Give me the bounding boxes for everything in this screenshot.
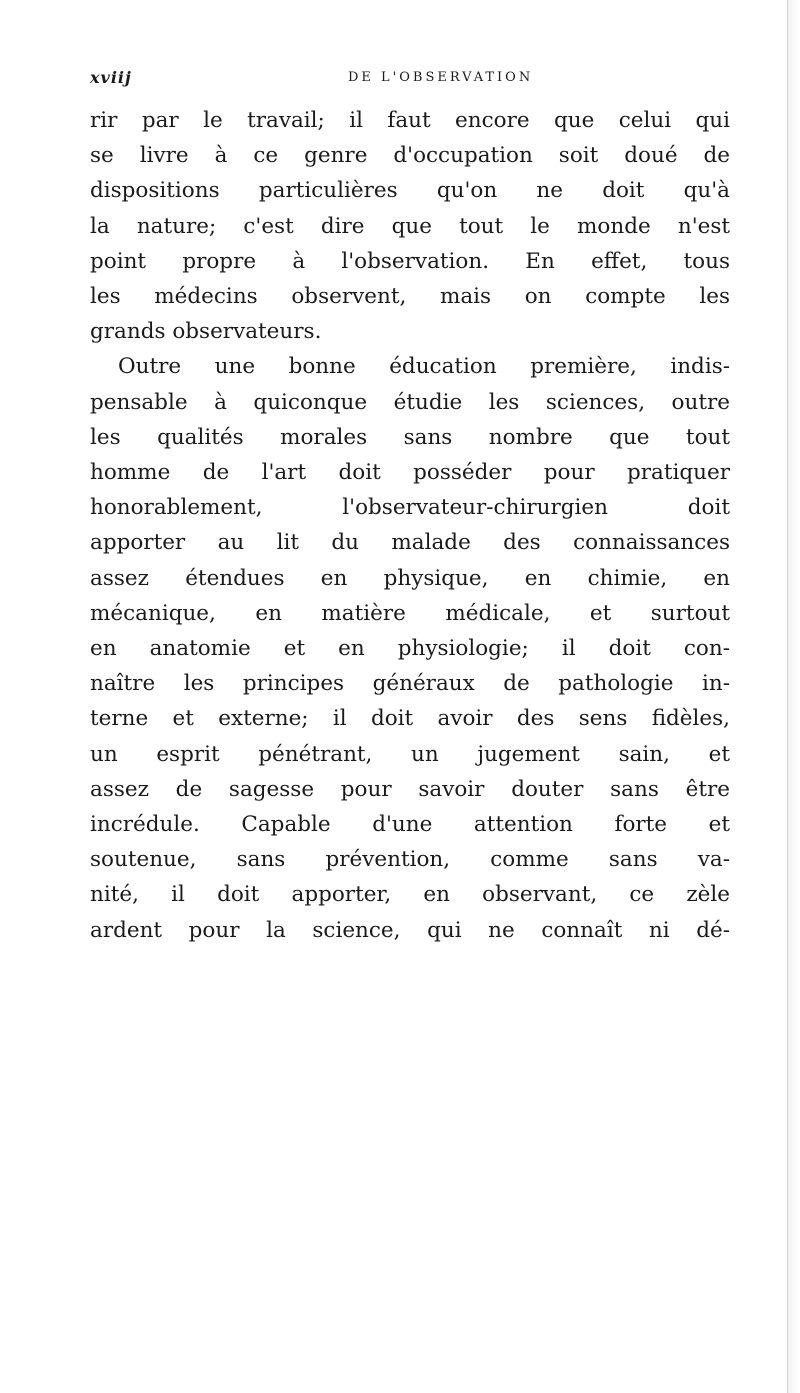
text-line: apporter au lit du malade des connaissances	[90, 530, 730, 556]
text-line: incrédule. Capable d'une attention forte et	[90, 812, 730, 838]
text-line: assez de sagesse pour savoir douter sans être	[90, 776, 730, 802]
text-line: pensable à quiconque étudie les sciences, outre	[90, 389, 730, 415]
page-edge	[787, 0, 800, 1393]
text-line: honorablement, l'observateur-chirurgien doit	[90, 495, 730, 521]
text-line: point propre à l'observation. En effet, tous	[90, 248, 730, 274]
text-line: les médecins observent, mais on compte les	[90, 284, 730, 310]
text-line: nité, il doit apporter, en observant, ce zèle	[90, 882, 730, 908]
text-line: se livre à ce genre d'occupation soit doué de	[90, 143, 730, 169]
text-line: rir par le travail; il faut encore que celui qui	[90, 108, 730, 133]
text-line: homme de l'art doit posséder pour pratiquer	[90, 460, 730, 486]
text-line: dispositions particulières qu'on ne doit qu'à	[90, 178, 730, 204]
text-line: naître les principes généraux de pathologie in-	[90, 671, 730, 697]
text-line: mécanique, en matière médicale, et surtout	[90, 600, 730, 626]
page-number: xviij	[90, 68, 132, 87]
text-line: les qualités morales sans nombre que tout	[90, 424, 730, 450]
text-line: un esprit pénétrant, un jugement sain, et	[90, 741, 730, 767]
text-line: Outre une bonne éducation première, indis-	[118, 354, 730, 380]
body-text	[90, 103, 730, 948]
text-line: soutenue, sans prévention, comme sans va-	[90, 847, 730, 873]
text-line: terne et externe; il doit avoir des sens fidèles,	[90, 706, 730, 732]
text-line: en anatomie et en physiologie; il doit con-	[90, 636, 730, 662]
running-head: DE L'OBSERVATION	[348, 70, 534, 85]
text-line: grands observateurs.	[90, 319, 322, 345]
text-line: ardent pour la science, qui ne connaît ni dé-	[90, 917, 730, 943]
text-line: la nature; c'est dire que tout le monde n'est	[90, 213, 730, 239]
page-header	[90, 64, 730, 92]
text-line: assez étendues en physique, en chimie, en	[90, 565, 730, 591]
